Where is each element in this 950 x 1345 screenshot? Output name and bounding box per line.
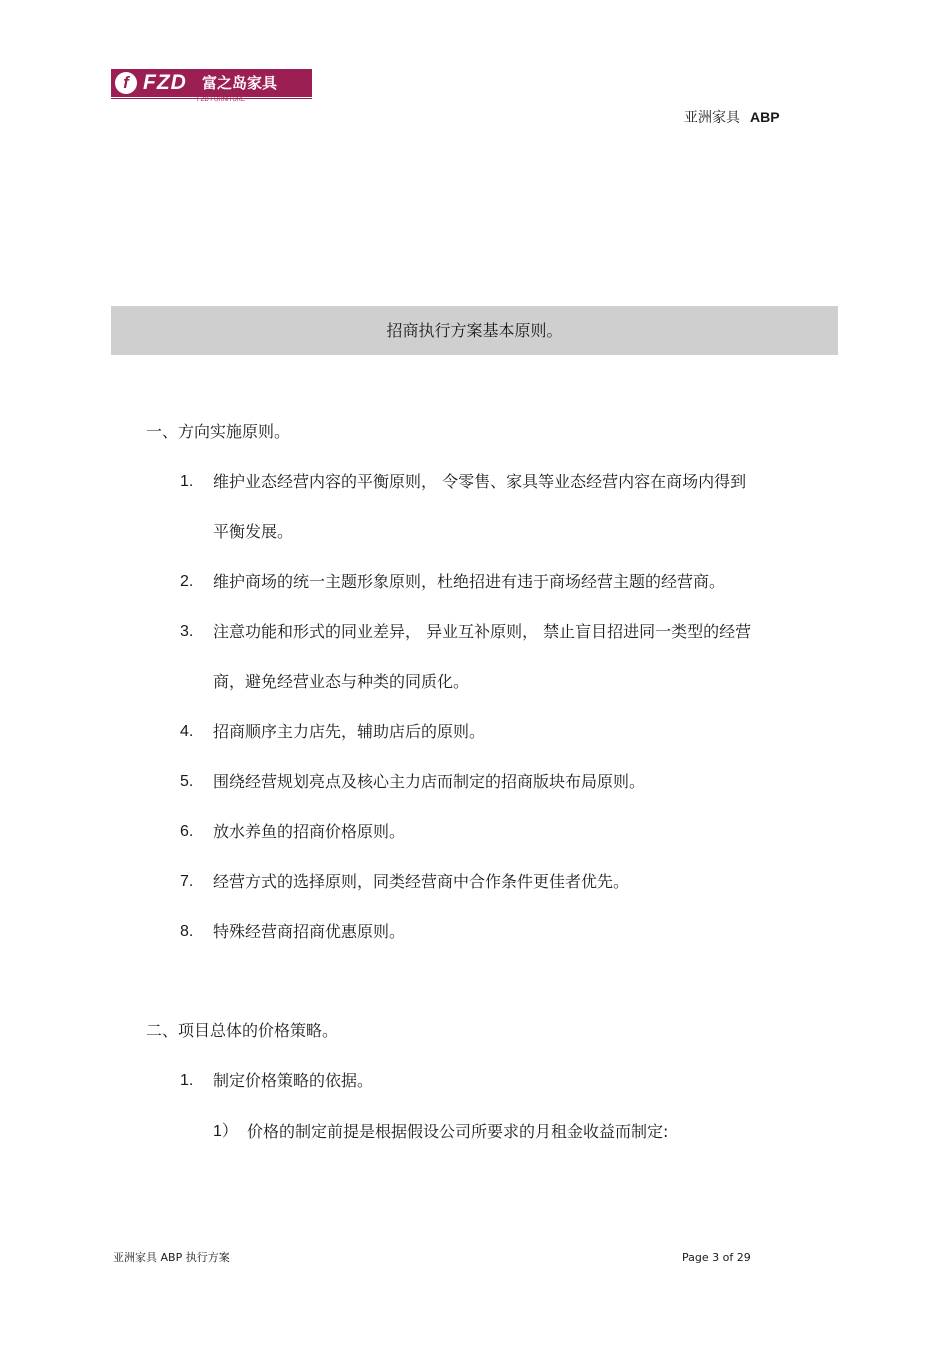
section1-heading: 一、方向实施原则。 [146, 422, 291, 441]
list-item: 招商顺序主力店先，辅助店后的原则。 [213, 722, 486, 741]
page-header [684, 108, 780, 127]
logo-brand-cn: 富之岛家具 [202, 74, 278, 92]
footer-left: 亚洲家具 ABP 执行方案 [113, 1251, 230, 1264]
page-number: Page 3 of 29 [682, 1251, 751, 1264]
list-item: 维护业态经营内容的平衡原则， 令零售、家具等业态经营内容在商场内得到 [213, 472, 747, 491]
list-item: 制定价格策略的依据。 [213, 1071, 374, 1090]
item-number: 1. [180, 1072, 194, 1089]
item-number: 2. [180, 573, 194, 590]
item-number: 4. [180, 723, 194, 740]
item-number: 1. [180, 473, 194, 490]
header-abp: ABP [750, 109, 780, 125]
logo-f-icon: f [115, 72, 137, 94]
list-item: 经营方式的选择原则，同类经营商中合作条件更佳者优先。 [213, 872, 630, 891]
list-item: 围绕经营规划亮点及核心主力店而制定的招商版块布局原则。 [213, 772, 646, 791]
list-item: 放水养鱼的招商价格原则。 [213, 822, 406, 841]
item-number: 7. [180, 873, 194, 890]
header-company: 亚洲家具 [684, 110, 740, 126]
list-item: 特殊经营商招商优惠原则。 [213, 922, 406, 941]
list-item: 注意功能和形式的同业差异， 异业互补原则， 禁止盲目招进同一类型的经营 [213, 622, 752, 641]
item-number: 5. [180, 773, 194, 790]
sub-item-number: 1） [213, 1123, 238, 1140]
logo-brand: FZD [143, 71, 187, 94]
list-item: 维护商场的统一主题形象原则，杜绝招进有违于商场经营主题的经营商。 [213, 572, 726, 591]
fzd-logo [111, 69, 312, 103]
section2-heading: 二、项目总体的价格策略。 [146, 1021, 339, 1040]
item-number: 8. [180, 923, 194, 940]
sub-list-item: 价格的制定前提是根据假设公司所要求的月租金收益而制定: [247, 1122, 669, 1141]
list-item-continuation: 商，避免经营业态与种类的同质化。 [213, 672, 470, 691]
section-banner: 招商执行方案基本原则。 [111, 306, 838, 355]
item-number: 3. [180, 623, 194, 640]
list-item-continuation: 平衡发展。 [213, 522, 294, 541]
item-number: 6. [180, 823, 194, 840]
logo-sub: FZD FURNITURE [197, 97, 245, 103]
